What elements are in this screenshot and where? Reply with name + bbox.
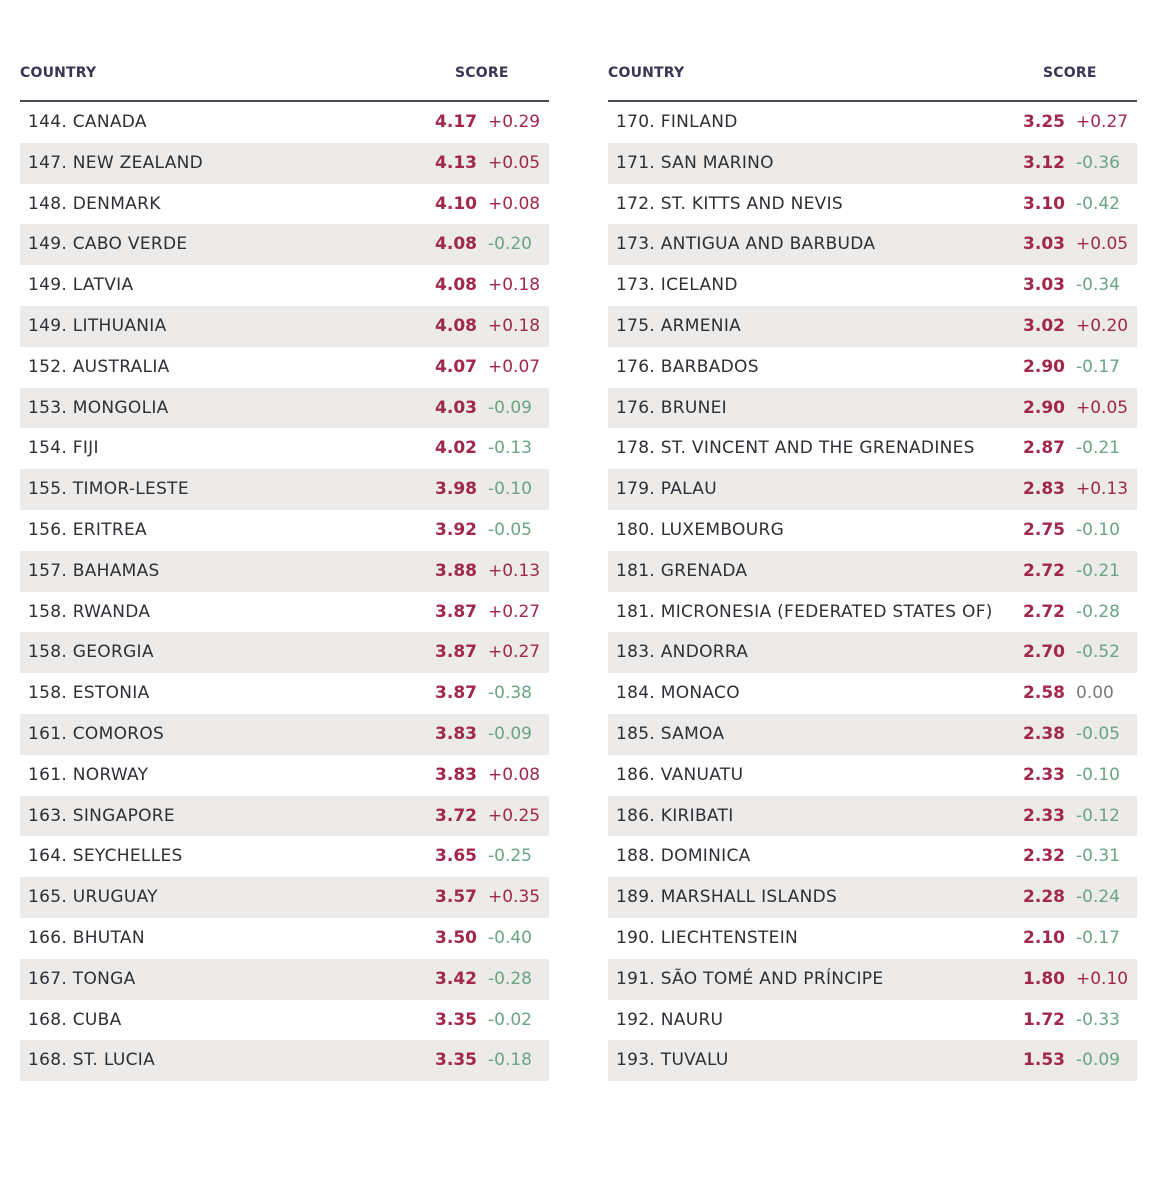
score-value: 3.88 <box>435 560 477 581</box>
score-value: 2.38 <box>1023 723 1065 744</box>
country-name: 158. RWANDA <box>28 601 151 622</box>
score-value: 1.53 <box>1023 1050 1065 1071</box>
table-row <box>20 877 549 918</box>
table-body <box>608 102 1137 1081</box>
country-name: 186. KIRIBATI <box>616 805 734 826</box>
country-name: 192. NAURU <box>616 1009 724 1030</box>
score-change: -0.18 <box>488 1050 532 1071</box>
country-name: 188. DOMINICA <box>616 846 751 867</box>
score-value: 3.87 <box>435 683 477 704</box>
score-value: 3.65 <box>435 846 477 867</box>
score-value: 2.10 <box>1023 927 1065 948</box>
country-name: 193. TUVALU <box>616 1050 729 1071</box>
score-change: -0.52 <box>1076 642 1120 663</box>
score-change: +0.27 <box>1076 112 1129 132</box>
score-value: 3.25 <box>1023 112 1065 132</box>
table-row <box>608 102 1137 143</box>
score-change: -0.33 <box>1076 1009 1120 1030</box>
score-change: -0.20 <box>488 234 532 255</box>
score-change: -0.05 <box>1076 723 1120 744</box>
score-value: 3.42 <box>435 968 477 989</box>
table-row <box>20 184 549 225</box>
table-row <box>20 306 549 347</box>
table-row <box>608 592 1137 633</box>
score-change: -0.09 <box>488 723 532 744</box>
score-value: 3.03 <box>1023 234 1065 255</box>
country-name: 179. PALAU <box>616 479 717 500</box>
table-row <box>608 184 1137 225</box>
score-value: 1.72 <box>1023 1009 1065 1030</box>
score-change: +0.18 <box>488 275 541 296</box>
country-name: 158. GEORGIA <box>28 642 154 663</box>
table-row <box>608 796 1137 837</box>
score-change: -0.09 <box>1076 1050 1120 1071</box>
score-change: -0.12 <box>1076 805 1120 826</box>
score-value: 2.90 <box>1023 397 1065 418</box>
score-change: -0.36 <box>1076 152 1120 173</box>
country-name: 184. MONACO <box>616 683 740 704</box>
score-value: 1.80 <box>1023 968 1065 989</box>
score-change: +0.07 <box>488 356 541 377</box>
score-change: -0.21 <box>1076 560 1120 581</box>
table-row <box>20 918 549 959</box>
score-value: 3.83 <box>435 764 477 785</box>
table-row <box>20 347 549 388</box>
table-header <box>20 58 549 102</box>
country-name: 156. ERITREA <box>28 519 147 540</box>
score-change: +0.35 <box>488 887 541 908</box>
score-change: +0.10 <box>1076 968 1129 989</box>
score-value: 3.12 <box>1023 152 1065 173</box>
table-row <box>608 510 1137 551</box>
score-value: 2.87 <box>1023 438 1065 459</box>
score-value: 2.83 <box>1023 479 1065 500</box>
table-row <box>608 347 1137 388</box>
score-change: +0.27 <box>488 642 541 663</box>
score-value: 4.03 <box>435 397 477 418</box>
table-row <box>608 428 1137 469</box>
score-change: +0.13 <box>488 560 541 581</box>
score-value: 2.28 <box>1023 887 1065 908</box>
table-row <box>20 551 549 592</box>
score-change: +0.08 <box>488 193 541 214</box>
table-row <box>20 959 549 1000</box>
table-row <box>20 102 549 143</box>
score-value: 2.58 <box>1023 683 1065 704</box>
country-name: 190. LIECHTENSTEIN <box>616 927 799 948</box>
score-value: 3.92 <box>435 519 477 540</box>
score-change: 0.00 <box>1076 683 1114 704</box>
score-change: -0.40 <box>488 927 532 948</box>
score-value: 3.87 <box>435 601 477 622</box>
score-change: +0.05 <box>1076 397 1129 418</box>
table-row <box>20 1000 549 1041</box>
score-change: +0.08 <box>488 764 541 785</box>
score-value: 4.17 <box>435 112 477 132</box>
table-row <box>608 143 1137 184</box>
score-change: -0.28 <box>1076 601 1120 622</box>
score-change: +0.05 <box>488 152 541 173</box>
country-name: 149. LITHUANIA <box>28 315 167 336</box>
score-change: +0.05 <box>1076 234 1129 255</box>
table-row <box>20 428 549 469</box>
table-row <box>608 388 1137 429</box>
score-value: 4.07 <box>435 356 477 377</box>
table-row <box>608 836 1137 877</box>
score-change: -0.42 <box>1076 193 1120 214</box>
table-row <box>20 143 549 184</box>
score-change: +0.20 <box>1076 315 1129 336</box>
country-name: 185. SAMOA <box>616 723 725 744</box>
score-value: 4.10 <box>435 193 477 214</box>
score-change: -0.10 <box>488 479 532 500</box>
table-row <box>20 388 549 429</box>
score-column-header: SCORE <box>455 65 509 81</box>
table-row <box>20 632 549 673</box>
table-row <box>608 673 1137 714</box>
country-name: 164. SEYCHELLES <box>28 846 183 867</box>
score-change: +0.18 <box>488 315 541 336</box>
score-value: 3.03 <box>1023 275 1065 296</box>
score-change: +0.13 <box>1076 479 1129 500</box>
score-change: +0.29 <box>488 112 541 132</box>
score-value: 3.02 <box>1023 315 1065 336</box>
country-name: 171. SAN MARINO <box>616 152 774 173</box>
score-change: -0.02 <box>488 1009 532 1030</box>
table-row <box>20 714 549 755</box>
score-value: 2.75 <box>1023 519 1065 540</box>
table-row <box>20 836 549 877</box>
table-row <box>608 551 1137 592</box>
country-name: 157. BAHAMAS <box>28 560 160 581</box>
table-body <box>20 102 549 1081</box>
country-name: 153. MONGOLIA <box>28 397 169 418</box>
score-value: 2.32 <box>1023 846 1065 867</box>
country-name: 183. ANDORRA <box>616 642 749 663</box>
country-name: 178. ST. VINCENT AND THE GRENADINES <box>616 438 975 459</box>
table-row <box>608 1000 1137 1041</box>
country-name: 149. CABO VERDE <box>28 234 188 255</box>
table-row <box>20 592 549 633</box>
score-value: 3.10 <box>1023 193 1065 214</box>
score-value: 3.35 <box>435 1009 477 1030</box>
table-row <box>20 673 549 714</box>
score-change: -0.17 <box>1076 927 1120 948</box>
table-row <box>608 755 1137 796</box>
score-change: -0.10 <box>1076 764 1120 785</box>
score-change: -0.10 <box>1076 519 1120 540</box>
country-name: 161. NORWAY <box>28 764 149 785</box>
score-change: -0.09 <box>488 397 532 418</box>
score-change: +0.25 <box>488 805 541 826</box>
score-value: 3.83 <box>435 723 477 744</box>
score-change: -0.21 <box>1076 438 1120 459</box>
country-name: 191. SÃO TOMÉ AND PRÍNCIPE <box>616 968 884 989</box>
table-row <box>608 469 1137 510</box>
table-row <box>608 632 1137 673</box>
country-name: 165. URUGUAY <box>28 887 158 908</box>
score-value: 3.87 <box>435 642 477 663</box>
country-name: 180. LUXEMBOURG <box>616 519 785 540</box>
score-value: 4.08 <box>435 275 477 296</box>
country-name: 166. BHUTAN <box>28 927 145 948</box>
table-row <box>20 469 549 510</box>
score-value: 2.70 <box>1023 642 1065 663</box>
ranking-table-left <box>20 58 549 1081</box>
country-name: 186. VANUATU <box>616 764 744 785</box>
country-name: 155. TIMOR-LESTE <box>28 479 189 500</box>
country-name: 149. LATVIA <box>28 275 134 296</box>
score-value: 3.72 <box>435 805 477 826</box>
country-name: 152. AUSTRALIA <box>28 356 170 377</box>
country-name: 176. BARBADOS <box>616 356 759 377</box>
ranking-table-right <box>608 58 1137 1081</box>
country-name: 144. CANADA <box>28 112 147 132</box>
table-row <box>608 265 1137 306</box>
score-value: 2.33 <box>1023 805 1065 826</box>
country-name: 173. ICELAND <box>616 275 738 296</box>
country-name: 170. FINLAND <box>616 112 738 132</box>
score-value: 4.08 <box>435 315 477 336</box>
country-column-header: COUNTRY <box>608 65 685 81</box>
table-row <box>20 755 549 796</box>
country-name: 161. COMOROS <box>28 723 165 744</box>
country-name: 173. ANTIGUA AND BARBUDA <box>616 234 876 255</box>
score-value: 3.35 <box>435 1050 477 1071</box>
table-row <box>608 306 1137 347</box>
score-change: -0.17 <box>1076 356 1120 377</box>
table-row <box>608 877 1137 918</box>
country-name: 167. TONGA <box>28 968 136 989</box>
table-row <box>20 1040 549 1081</box>
country-name: 163. SINGAPORE <box>28 805 175 826</box>
table-row <box>20 510 549 551</box>
score-value: 3.50 <box>435 927 477 948</box>
score-value: 3.57 <box>435 887 477 908</box>
table-row <box>20 265 549 306</box>
table-row <box>20 796 549 837</box>
table-row <box>608 714 1137 755</box>
score-value: 4.13 <box>435 152 477 173</box>
table-header <box>608 58 1137 102</box>
country-name: 189. MARSHALL ISLANDS <box>616 887 838 908</box>
score-change: -0.05 <box>488 519 532 540</box>
country-name: 168. ST. LUCIA <box>28 1050 156 1071</box>
score-change: -0.31 <box>1076 846 1120 867</box>
country-column-header: COUNTRY <box>20 65 97 81</box>
country-name: 172. ST. KITTS AND NEVIS <box>616 193 843 214</box>
country-name: 181. MICRONESIA (FEDERATED STATES OF) <box>616 601 993 622</box>
score-change: -0.25 <box>488 846 532 867</box>
country-name: 175. ARMENIA <box>616 315 742 336</box>
score-value: 2.72 <box>1023 601 1065 622</box>
score-value: 3.98 <box>435 479 477 500</box>
country-name: 158. ESTONIA <box>28 683 150 704</box>
country-name: 148. DENMARK <box>28 193 161 214</box>
table-row <box>608 918 1137 959</box>
score-change: -0.34 <box>1076 275 1120 296</box>
country-name: 147. NEW ZEALAND <box>28 152 204 173</box>
score-value: 2.72 <box>1023 560 1065 581</box>
table-row <box>608 959 1137 1000</box>
table-row <box>608 224 1137 265</box>
score-column-header: SCORE <box>1043 65 1097 81</box>
score-value: 4.08 <box>435 234 477 255</box>
score-value: 2.33 <box>1023 764 1065 785</box>
score-value: 2.90 <box>1023 356 1065 377</box>
score-change: -0.13 <box>488 438 532 459</box>
score-change: -0.38 <box>488 683 532 704</box>
country-name: 181. GRENADA <box>616 560 748 581</box>
score-value: 4.02 <box>435 438 477 459</box>
score-change: -0.24 <box>1076 887 1120 908</box>
score-change: -0.28 <box>488 968 532 989</box>
country-name: 176. BRUNEI <box>616 397 727 418</box>
country-name: 154. FIJI <box>28 438 99 459</box>
table-row <box>608 1040 1137 1081</box>
score-change: +0.27 <box>488 601 541 622</box>
country-name: 168. CUBA <box>28 1009 122 1030</box>
table-row <box>20 224 549 265</box>
